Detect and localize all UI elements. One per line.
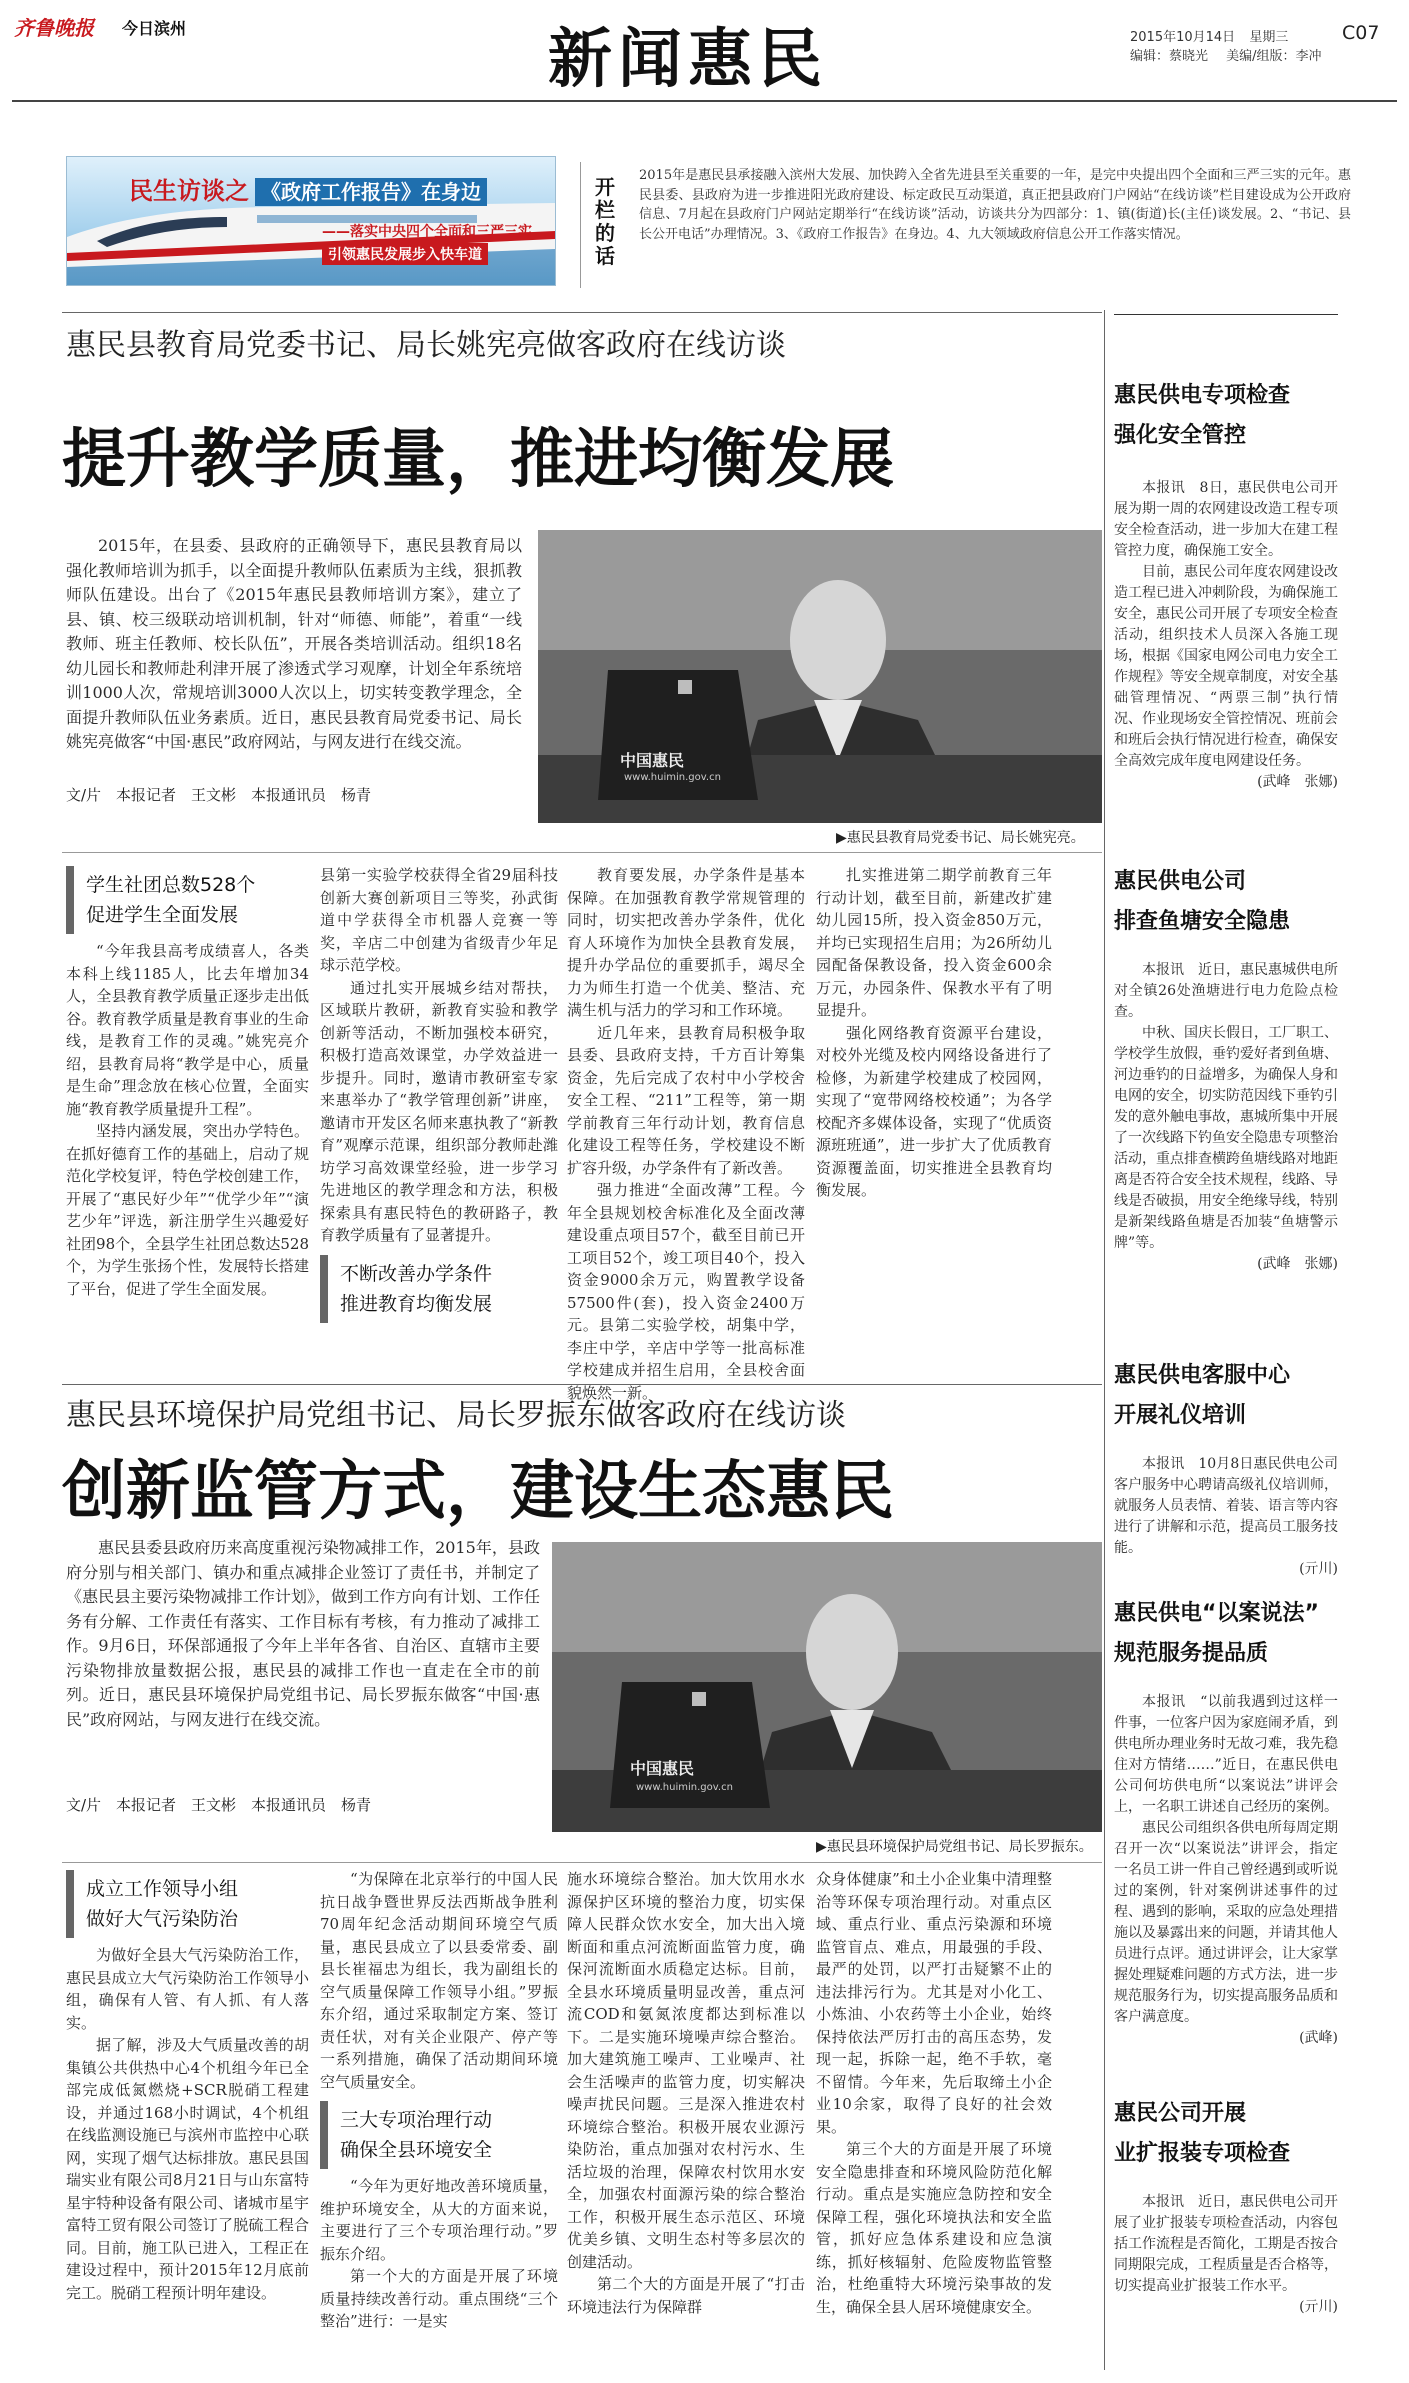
- article2-col4: [816, 1868, 1052, 2318]
- sidebar-item-4-title: [1114, 1594, 1338, 1674]
- article1-col2-p1: 县第一实验学校获得全省29届科技创新大赛创新项目三等奖，孙武街道中学获得全市机器人竞赛一等奖，辛店二中创建为省级青少年足球示范学校。: [320, 866, 558, 974]
- sidebar-item-2-title-line1: 惠民供电公司: [1114, 869, 1247, 894]
- article1-kicker: 惠民县教育局党委书记、局长姚宪亮做客政府在线访谈: [66, 328, 786, 363]
- article2-col1-p1: 为做好全县大气污染防治工作，惠民县成立大气污染防治工作领导小组，确保有人管、有人抓、有人落实。: [66, 1946, 309, 2032]
- sidebar-item-5-title-line2: 业扩报装专项检查: [1114, 2141, 1291, 2166]
- article1-headline: 提升教学质量，推进均衡发展: [62, 422, 894, 497]
- sidebar-item-4: [1114, 1594, 1338, 2049]
- sidebar-item-4-body: [1114, 1692, 1338, 2049]
- sidebar-item-4-title-line2: 规范服务提品质: [1114, 1641, 1269, 1666]
- sidebar-item-5-body: [1114, 2192, 1338, 2318]
- sidebar-item-2-para: 本报讯 近日，惠民惠城供电所对全镇26处渔塘进行电力危险点检查。: [1114, 962, 1338, 1020]
- sidebar-item-1-sign: (武峰 张娜): [1257, 774, 1338, 790]
- sidebar-item-2: [1114, 862, 1338, 1275]
- article1-col4-p2: 强化网络教育资源平台建设，对校外光缆及校内网络设备进行了检修，为新建学校建成了校园网，实现了“宽带网络校校通”；为各学校配齐多媒体设备，实现了“优质资源班班通”，进一步扩大了优质教育资源覆盖面，切实推进全县教育均衡发展。: [816, 1023, 1052, 1199]
- editor-line: [1130, 45, 1322, 64]
- article1-lead-text: 2015年，在县委、县政府的正确领导下，惠民县教育局以强化教师培训为抓手，以全面提升教师队伍素质为主线，狠抓教师队伍建设。出台了《2015年惠民县教师培训方案》，建立了县、镇、校三级联动培训机制，针对“师德、师能”，着重“一线教师、班主任教师、校长队伍”，开展各类培训活动。组织18名幼儿园长和教师赴利津开展了渗透式学习观摩，计划全年系统培训1000人次，常规培训3000人次以上，切实转变教学理念，全面提升教师队伍业务素质。近日，惠民县教育局党委书记、局长姚宪亮做客“中国·惠民”政府网站，与网友进行在线交流。: [66, 536, 522, 751]
- sidebar-item-2-sign: (武峰 张娜): [1257, 1256, 1338, 1272]
- article2-col2: [320, 1868, 558, 2333]
- article1-photo-sign: 中国惠民: [620, 751, 685, 770]
- sidebar-item-2-para: 中秋、国庆长假日，工厂职工、学校学生放假，垂钓爱好者到鱼塘、河边垂钓的日益增多，为确保人身和电网的安全，切实防范因线下垂钓引发的意外触电事故，惠城所集中开展了一次线路下钓鱼安全隐患专项整治活动，重点排查横跨鱼塘线路对地距离是否符合安全技术规程，线路、导线是否破损，用安全绝缘导线，特别是新架线路鱼塘是否加装“鱼塘警示牌”等。: [1114, 1025, 1338, 1251]
- article2-kicker: 惠民县环境保护局党组书记、局长罗振东做客政府在线访谈: [66, 1398, 846, 1433]
- designer-name: 美编/组版：李冲: [1226, 49, 1322, 64]
- article1-photo-url: www.huimin.gov.cn: [624, 772, 721, 783]
- sidebar-item-1-title-line2: 强化安全管控: [1114, 423, 1247, 448]
- banner-title-main: 《政府工作报告》在身边: [255, 178, 487, 206]
- sidebar-item-5-title: [1114, 2094, 1338, 2174]
- article1-subhead1-line1: 学生社团总数528个: [86, 874, 256, 896]
- sidebar-item-5-sign: (亓川): [1299, 2299, 1338, 2315]
- article2-subhead1-line2: 做好大气污染防治: [86, 1908, 239, 1930]
- opening-text: 2015年是惠民县承接融入滨州大发展、加快跨入全省先进县至关重要的一年，是完中央提出四个全面和三严三实的元年。惠民县委、县政府为进一步推进阳光政府建设、标定政民互动渠道，真正把县政府门户网站“在线访谈”栏目建设成为公开政府信息、7月起在县政府门户网站定期举行“在线访谈”活动，访谈共分为四部分：1、镇(街道)长(主任)谈发展。2、“书记、县长公开电话”办理情况。3、《政府工作报告》在身边。4、九大领域政府信息公开工作落实情况。: [639, 168, 1351, 242]
- column-banner: [66, 156, 556, 286]
- sidebar-item-1: [1114, 314, 1338, 793]
- article2-lead: [66, 1536, 540, 1732]
- sidebar-item-3-title-line1: 惠民供电客服中心: [1114, 1363, 1291, 1388]
- paper-logo: 齐鲁晚报: [14, 16, 94, 40]
- article1-photo-graphic: [538, 530, 1102, 823]
- sidebar-item-1-title-line1: 惠民供电专项检查: [1114, 383, 1291, 408]
- banner-line2: 引领惠民发展步入快车道: [322, 243, 488, 265]
- article2-col2-p1: “为保障在北京举行的中国人民抗日战争暨世界反法西斯战争胜利70周年纪念活动期间环境空气质量，惠民县成立了以县委常委、副县长崔福忠为组长，我为副组长的空气质量保障工作领导小组。”罗振东介绍，通过采取制定方案、签订责任状，对有关企业限产、停产等一系列措施，确保了活动期间环境空气质量安全。: [320, 1870, 558, 2091]
- article1-col1: [66, 866, 309, 1300]
- sidebar-item-3-title: [1114, 1356, 1338, 1436]
- section-label: 今日滨州: [122, 19, 187, 38]
- sidebar-item-5-para: 本报讯 近日，惠民供电公司开展了业扩报装专项检查活动，内容包括工作流程是否简化，工期是否按合同期限完成，工程质量是否合格等，切实提高业扩报装工作水平。: [1114, 2194, 1338, 2294]
- masthead-rule: [12, 100, 1397, 102]
- article2-lead-text: 惠民县委县政府历来高度重视污染物减排工作，2015年，县政府分别与相关部门、镇办和重点减排企业签订了责任书，并制定了《惠民县主要污染物减排工作计划》，做到工作方向有计划、工作任务有分解、工作责任有落实、工作目标有考核，有力推动了减排工作。9月6日，环保部通报了今年上半年各省、自治区、直辖市主要污染物排放量数据公报，惠民县的减排工作也一直走在全市的前列。近日，惠民县环境保护局党组书记、局长罗振东做客“中国·惠民”政府网站，与网友进行在线交流。: [66, 1538, 540, 1729]
- article1-byline: 文/片 本报记者 王文彬 本报通讯员 杨青: [66, 786, 372, 804]
- article1-col4: [816, 864, 1052, 1202]
- article2-headline: 创新监管方式，建设生态惠民: [62, 1454, 894, 1529]
- article1-subhead2-line1: 不断改善办学条件: [340, 1262, 493, 1285]
- date-line: [1130, 26, 1288, 45]
- banner-line1: ——落实中央四个全面和三严三实: [322, 224, 532, 240]
- top-rule: [62, 312, 1102, 313]
- article2-col1: [66, 1870, 309, 2304]
- article1-photo: [538, 530, 1102, 823]
- sidebar-item-2-title-line2: 排查鱼塘安全隐患: [1114, 909, 1291, 934]
- article2-subhead2-line1: 三大专项治理行动: [340, 2109, 493, 2131]
- article2-col2-p3: 第一个大的方面是开展了环境质量持续改善行动。重点围绕“三个整治”进行：一是实: [320, 2267, 558, 2330]
- sidebar-item-4-title-line1: 惠民供电“以案说法”: [1114, 1601, 1319, 1626]
- sidebar-item-1-title: [1114, 376, 1338, 456]
- article2-photo-sign: 中国惠民: [630, 1759, 695, 1778]
- article1-col3-p3: 强力推进“全面改薄”工程。今年全县规划校舍标准化及全面改薄建设重点项目57个，截至目前已开工项目52个，竣工项目40个，投入资金9000余万元，购置教学设备57500件(套)，投入资金2400万元。县第二实验学校，胡集中学，李庄中学，辛店中学等一批高标准学校建成并招生启用，全县校舍面貌焕然一新。: [567, 1181, 805, 1402]
- article2-col4-p1: 众身体健康”和土小企业集中清理整治等环保专项治理行动。对重点区域、重点行业、重点污染源和环境监管盲点、难点，用最强的手段、最严的处罚，以严打击疑繁不止的违法排污行为。尤其是对小化工、小炼油、小农药等土小企业，始终保持依法严厉打击的高压态势，发现一起，拆除一起，绝不手软，毫不留情。今年来，先后取缔土小企业10余家，取得了良好的社会效果。: [816, 1870, 1052, 2136]
- sidebar-item-1-body: [1114, 478, 1338, 793]
- article1-col1-p1: “今年我县高考成绩喜人，各类本科上线1185人，比去年增加34人，全县教育教学质量正逐步走出低谷。教育教学质量是教育事业的生命线，是教育工作的灵魂。”姚宪亮介绍，县教育局将“教学是中心，质量是生命”理念放在核心位置，全面实施“教育教学质量提升工程”。: [66, 942, 309, 1118]
- opening-box: [580, 162, 1351, 288]
- article1-subhead2-line2: 推进教育均衡发展: [340, 1292, 493, 1315]
- article1-col3-p1: 教育要发展，办学条件是基本保障。在加强教育教学常规管理的同时，切实把改善办学条件，优化育人环境作为加快全县教育发展，提升办学品位的重要抓手，竭尽全力为师生打造一个优美、整洁、充满生机与活力的学习和工作环境。: [567, 866, 805, 1019]
- sidebar-item-2-title: [1114, 862, 1338, 942]
- article2-subhead2-line2: 确保全县环境安全: [340, 2139, 493, 2161]
- article2-col2-p2: “今年为更好地改善环境质量，维护环境安全，从大的方面来说，主要进行了三个专项治理行动。”罗振东介绍。: [320, 2177, 558, 2263]
- sidebar-item-2-body: [1114, 960, 1338, 1275]
- sidebar-item-4-para: 惠民公司组织各供电所每周定期召开一次“以案说法”讲评会，指定一名员工讲一件自己曾经遇到或听说过的案例，针对案例讲述事件的过程、遇到的影响，采取的应急处理措施以及暴露出来的问题，并请其他人员进行点评。通过讲评会，让大家掌握处理疑难问题的方式方法，进一步规范服务行为，切实提高服务品质和客户满意度。: [1114, 1820, 1338, 2025]
- sidebar-item-3-sign: (亓川): [1299, 1561, 1338, 1577]
- article2-caption-rule: [62, 1862, 1102, 1863]
- page-number: C07: [1342, 22, 1380, 44]
- sidebar-item-1-para: 本报讯 8日，惠民供电公司开展为期一周的农网建设改造工程专项安全检查活动，进一步加大在建工程管控力度，确保施工安全。: [1114, 480, 1338, 559]
- banner-title-lead: 民生访谈之: [129, 177, 249, 205]
- article1-col1-p2: 坚持内涵发展，突出办学特色。在抓好德育工作的基础上，启动了规范化学校复评，特色学校创建工作，开展了“惠民好少年”“优学少年”“演艺少年”评选，新注册学生兴趣爱好社团98个，全县学生社团总数达528个，为学生张扬个性，发展特长搭建了平台，促进了学生全面发展。: [66, 1122, 309, 1298]
- article2-caption: ▶惠民县环境保护局党组书记、局长罗振东。: [816, 1839, 1093, 1855]
- sidebar-item-3-para: 本报讯 10月8日惠民供电公司客户服务中心聘请高级礼仪培训师，就服务人员表情、着装、语言等内容进行了讲解和示范，提高员工服务技能。: [1114, 1456, 1338, 1556]
- page-title: 新闻惠民: [548, 22, 828, 97]
- article2-byline: 文/片 本报记者 王文彬 本报通讯员 杨青: [66, 1796, 372, 1814]
- sidebar-rule: [1114, 314, 1338, 315]
- section-divider: [62, 1384, 1102, 1385]
- article1-subhead1: [66, 866, 309, 934]
- editor-name: 编辑：蔡晓光: [1130, 49, 1209, 64]
- article1-col2-p2: 通过扎实开展城乡结对帮扶，区域联片教研，新教育实验和教学创新等活动，不断加强校本研究，积极打造高效课堂，办学效益进一步提升。同时，邀请市教研室专家来惠举办了“教学管理创新”讲座，邀请市开发区名师来惠执教了“新教育”观摩示范课，组织部分教师赴潍坊学习高效课堂经验，进一步学习先进地区的教学理念和方法，积极探索具有惠民特色的教研路子，教育教学质量有了显著提升。: [320, 978, 558, 1244]
- article2-photo: [552, 1542, 1102, 1832]
- article1-col3-p2: 近几年来，县教育局积极争取县委、县政府支持，千方百计筹集资金，先后完成了农村中小学校舍安全工程、“211”工程等，第一期学前教育三年行动计划，教育信息化建设工程等任务，学校建设不断扩容升级，办学条件有了新改善。: [567, 1023, 805, 1177]
- article1-subhead2: [320, 1255, 558, 1323]
- banner-title: [129, 171, 487, 206]
- article1-col2: [320, 864, 558, 1329]
- article2-col3: [567, 1868, 805, 2318]
- article2-subhead1: [66, 1870, 309, 1938]
- sidebar-item-3-title-line2: 开展礼仪培训: [1114, 1403, 1247, 1428]
- article2-col3-p2: 第二个大的方面是开展了“打击环境违法行为保障群: [567, 2275, 805, 2316]
- article1-col3: [567, 864, 805, 1404]
- sidebar-item-3-body: [1114, 1454, 1338, 1580]
- article1-subhead1-line2: 促进学生全面发展: [86, 904, 239, 926]
- sidebar-item-4-para: 本报讯 “以前我遇到过这样一件事，一位客户因为家庭闹矛盾，到供电所办理业务时无故刁难，我先稳住对方情绪……”近日，在惠民供电公司何坊供电所“以案说法”讲评会上，一名职工讲述自己经历的案例。: [1114, 1694, 1338, 1815]
- sidebar-item-4-sign: (武峰): [1299, 2030, 1338, 2046]
- article2-col4-p2: 第三个大的方面是开展了环境安全隐患排查和环境风险防范化解行动。重点是实施应急防控和安全保障工程，强化环境执法和安全监管，抓好应急体系建设和应急演练，抓好核辐射、危险废物监管整治，杜绝重特大环境污染事故的发生，确保全县人居环境健康安全。: [816, 2140, 1052, 2316]
- article1-lead: [66, 534, 522, 755]
- article2-photo-url: www.huimin.gov.cn: [636, 1782, 733, 1793]
- article1-col4-p1: 扎实推进第二期学前教育三年行动计划，截至目前，新建改扩建幼儿园15所，投入资金850万元，并均已实现招生启用；为26所幼儿园配备保教设备，投入资金600余万元，办园条件、保教水平有了明显提升。: [816, 866, 1052, 1019]
- issue-date: 2015年10月14日: [1130, 30, 1236, 45]
- sidebar-item-3: [1114, 1356, 1338, 1580]
- article2-subhead2: [320, 2101, 558, 2169]
- sidebar-item-5: [1114, 2094, 1338, 2318]
- article2-col3-p1: 施水环境综合整治。加大饮用水水源保护区环境的整治力度，切实保障人民群众饮水安全，加大出入境断面和重点河流断面监管力度，确保河流断面水质稳定达标。目前，全县水环境质量明显改善，重点河流COD和氨氮浓度都达到标准以下。二是实施环境噪声综合整治。加大建筑施工噪声、工业噪声、社会生活噪声的监管力度，切实解决噪声扰民问题。三是深入推进农村环境综合整治。积极开展农业源污染防治，重点加强对农村污水、生活垃圾的治理，保障农村饮用水安全，加强农村面源污染的综合整治工作，积极开展生态示范区、环境优美乡镇、文明生态村等多层次的创建活动。: [567, 1870, 805, 2271]
- sidebar-item-5-title-line1: 惠民公司开展: [1114, 2101, 1247, 2126]
- article2-subhead1-line1: 成立工作领导小组: [86, 1878, 239, 1900]
- sidebar-divider: [1104, 310, 1105, 2370]
- sidebar-item-1-para: 目前，惠民公司年度农网建设改造工程已进入冲刺阶段，为确保施工安全，惠民公司开展了专项安全检查活动，组织技术人员深入各施工现场，根据《国家电网公司电力安全工作规程》等安全规章制度，对安全基础管理情况、“两票三制”执行情况、作业现场安全管控情况、班前会和班后会执行情况进行检查，确保安全高效完成年度电网建设任务。: [1114, 564, 1338, 769]
- article2-col1-p2: 据了解，涉及大气质量改善的胡集镇公共供热中心4个机组今年已全部完成低氮燃烧+SCR脱硝工程建设，并通过168小时调试，4个机组在线监测设施已与滨州市监控中心联网，实现了烟气达标排放。惠民县国瑞实业有限公司8月21日与山东富特星宇特种设备有限公司、诸城市星宇富特工贸有限公司签订了脱硫工程合同。目前，施工队已进入，工程正在建设过程中，预计2015年12月底前完工。脱硝工程预计明年建设。: [66, 2036, 309, 2302]
- article2-photo-graphic: [552, 1542, 1102, 1832]
- opening-label: 开栏的话: [595, 175, 615, 268]
- article1-caption-rule: [62, 852, 1102, 853]
- issue-weekday: 星期三: [1249, 30, 1289, 45]
- article1-caption: ▶惠民县教育局党委书记、局长姚宪亮。: [836, 830, 1085, 846]
